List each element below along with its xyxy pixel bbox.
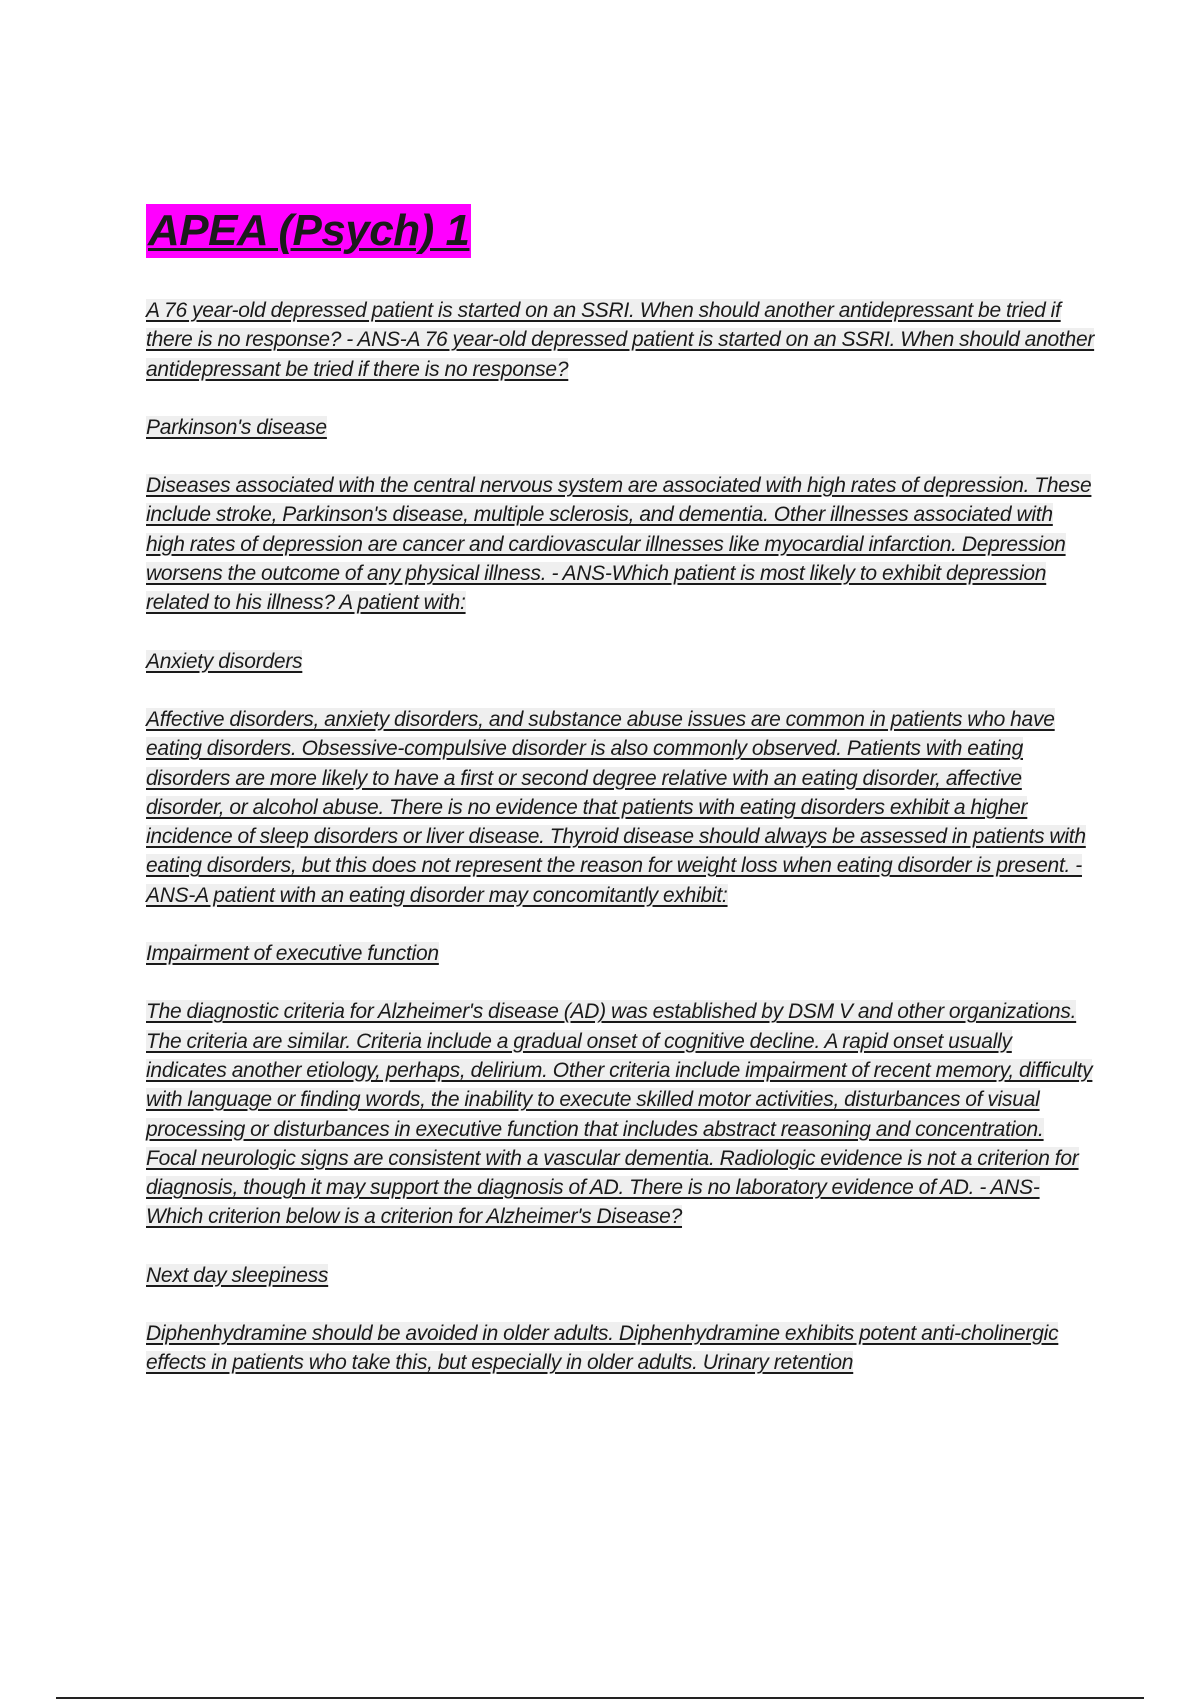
paragraph-answer-anxiety: Anxiety disorders <box>146 649 303 673</box>
paragraph-answer-sleepiness: Next day sleepiness <box>146 1263 329 1287</box>
paragraph-question-ssri: A 76 year-old depressed patient is started on an SSRI. When should another antidepressant be tried if there is no response? - ANS-A 76 year-old depressed patient is started on an SSRI. When should another antidepressant be tried if there is no response? <box>146 299 1095 381</box>
paragraph-question-depression: Diseases associated with the central nervous system are associated with high rates of depression. These include stroke, Parkinson's disease, multiple sclerosis, and dementia. Other illnesses associated with high rates of depression are cancer and cardiovascular illnesses like myocardial infarction. Depression worsens the outcome of any physical illness. - ANS-Which patient is most likely to exhibit depression related to his illness? A patient with: <box>146 474 1092 615</box>
document-page <box>146 204 1096 1407</box>
page-bottom-rule <box>56 1697 1144 1699</box>
paragraph-answer-executive-function: Impairment of executive function <box>146 942 439 966</box>
paragraph-question-diphenhydramine: Diphenhydramine should be avoided in older adults. Diphenhydramine exhibits potent anti-cholinergic effects in patients who take this, but especially in older adults. Urinary retention <box>146 1322 1059 1375</box>
paragraph-question-alzheimers: The diagnostic criteria for Alzheimer's disease (AD) was established by DSM V and other organizations. The criteria are similar. Criteria include a gradual onset of cognitive decline. A rapid onset usually indicates another etiology, perhaps, delirium. Other criteria include impairment of recent memory, difficulty with language or finding words, the inability to execute skilled motor activities, disturbances of visual processing or disturbances in executive function that includes abstract reasoning and concentration. Focal neurologic signs are consistent with a vascular dementia. Radiologic evidence is not a criterion for diagnosis, though it may support the diagnosis of AD. There is no laboratory evidence of AD. - ANS-Which criterion below is a criterion for Alzheimer's Disease? <box>146 1000 1093 1229</box>
paragraph-answer-parkinsons: Parkinson's disease <box>146 415 327 439</box>
document-title: APEA (Psych) 1 <box>146 204 471 258</box>
document-body <box>146 296 1096 1378</box>
paragraph-question-eating-disorder: Affective disorders, anxiety disorders, and substance abuse issues are common in patients who have eating disorders. Obsessive-compulsive disorder is also commonly observed. Patients with eating disorders are more likely to have a first or second degree relative with an eating disorder, affective disorder, or alcohol abuse. There is no evidence that patients with eating disorders exhibit a higher incidence of sleep disorders or liver disease. Thyroid disease should always be assessed in patients with eating disorders, but this does not represent the reason for weight loss when eating disorder is present. - ANS-A patient with an eating disorder may concomitantly exhibit: <box>146 707 1086 907</box>
